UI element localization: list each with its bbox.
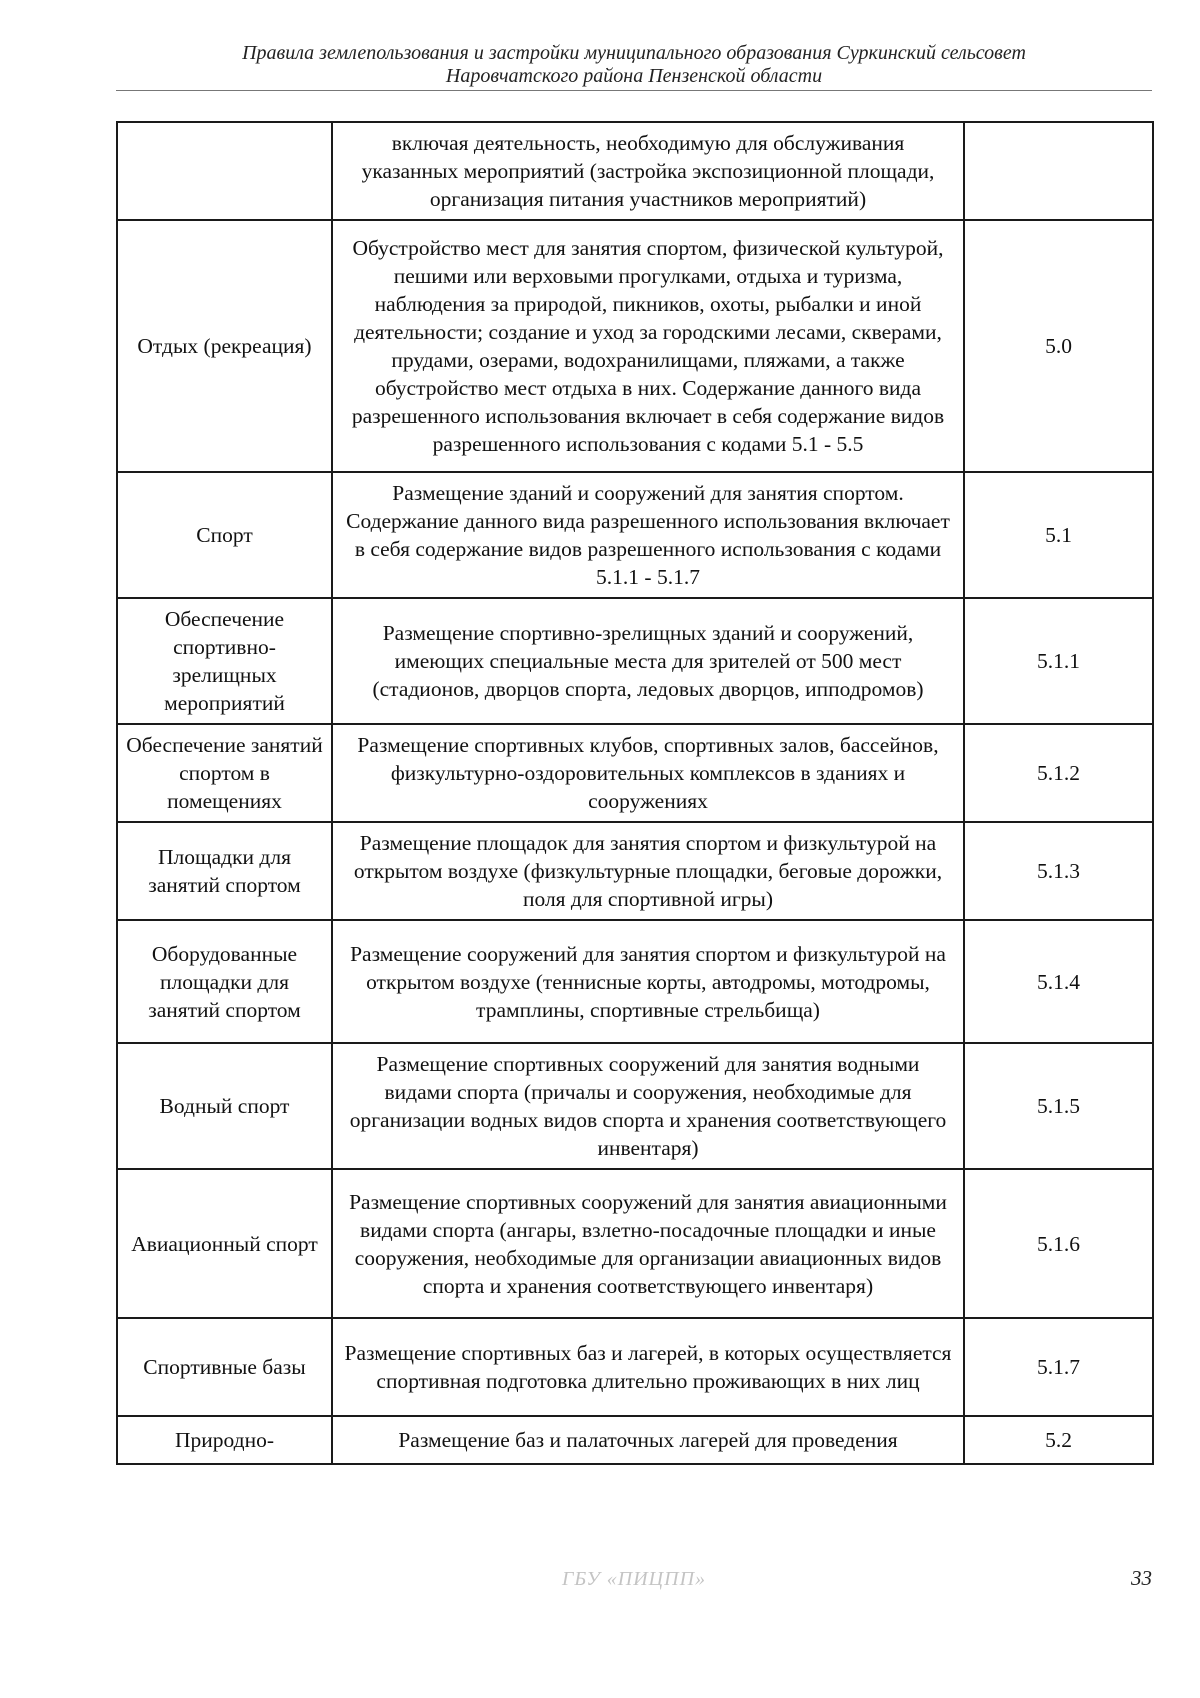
use-type-description-cell: Размещение спортивных баз и лагерей, в которых осуществляется спортивная подготовка длительно проживающих в них лиц: [332, 1318, 964, 1416]
use-type-name-cell: Авиационный спорт: [117, 1169, 332, 1318]
use-type-name-cell: Оборудованные площадки для занятий спортом: [117, 920, 332, 1043]
use-type-description-cell: Размещение спортивно-зрелищных зданий и сооружений, имеющих специальные места для зрителей от 500 мест (стадионов, дворцов спорта, ледовых дворцов, ипподромов): [332, 598, 964, 724]
use-type-description-cell: Размещение спортивных сооружений для занятия авиационными видами спорта (ангары, взлетно-посадочные площадки и иные сооружения, необходимые для организации авиационных видов спорта и хранения соответствующего инвентаря): [332, 1169, 964, 1318]
table-row: [117, 472, 1153, 598]
use-type-code-cell: [964, 122, 1153, 220]
table-row: [117, 724, 1153, 822]
use-type-name-cell: Площадки для занятий спортом: [117, 822, 332, 920]
table-row: [117, 598, 1153, 724]
table-row: [117, 220, 1153, 472]
use-type-name-cell: Отдых (рекреация): [117, 220, 332, 472]
use-type-description-cell: включая деятельность, необходимую для обслуживания указанных мероприятий (застройка экспозиционной площади, организация питания участников мероприятий): [332, 122, 964, 220]
use-type-name-cell: Обеспечение занятий спортом в помещениях: [117, 724, 332, 822]
table-row: [117, 122, 1153, 220]
use-type-description-cell: Размещение спортивных клубов, спортивных залов, бассейнов, физкультурно-оздоровительных комплексов в зданиях и сооружениях: [332, 724, 964, 822]
use-type-name-cell: Спорт: [117, 472, 332, 598]
use-type-description-cell: Размещение зданий и сооружений для занятия спортом. Содержание данного вида разрешенного использования включает в себя содержание видов разрешенного использования с кодами 5.1.1 - 5.1.7: [332, 472, 964, 598]
table-row: [117, 1318, 1153, 1416]
page-header: [116, 42, 1152, 88]
header-title-line1: Правила землепользования и застройки муниципального образования Суркинский сельсовет: [242, 42, 1026, 64]
use-type-code-cell: 5.1.4: [964, 920, 1153, 1043]
use-type-code-cell: 5.1.3: [964, 822, 1153, 920]
use-type-code-cell: 5.2: [964, 1416, 1153, 1464]
use-type-description-cell: Размещение баз и палаточных лагерей для проведения: [332, 1416, 964, 1464]
use-type-code-cell: 5.1.1: [964, 598, 1153, 724]
table-row: [117, 1416, 1153, 1464]
page-number: 33: [1131, 1566, 1152, 1590]
use-type-description-cell: Размещение сооружений для занятия спортом и физкультурой на открытом воздухе (теннисные корты, автодромы, мотодромы, трамплины, спортивные стрельбища): [332, 920, 964, 1043]
table-row: [117, 1043, 1153, 1169]
table-row: [117, 822, 1153, 920]
use-type-code-cell: 5.0: [964, 220, 1153, 472]
use-type-description-cell: Обустройство мест для занятия спортом, физической культурой, пешими или верховыми прогулками, отдыха и туризма, наблюдения за природой, пикников, охоты, рыбалки и иной деятельности; создание и уход за городскими лесами, скверами, прудами, озерами, водохранилищами, пляжами, а также обустройство мест отдыха в них. Содержание данного вида разрешенного использования включает в себя содержание видов разрешенного использования с кодами 5.1 - 5.5: [332, 220, 964, 472]
table-row: [117, 920, 1153, 1043]
use-type-name-cell: [117, 122, 332, 220]
use-type-code-cell: 5.1: [964, 472, 1153, 598]
use-type-name-cell: Водный спорт: [117, 1043, 332, 1169]
use-type-name-cell: Природно-: [117, 1416, 332, 1464]
use-type-code-cell: 5.1.6: [964, 1169, 1153, 1318]
use-type-code-cell: 5.1.2: [964, 724, 1153, 822]
use-type-description-cell: Размещение площадок для занятия спортом и физкультурой на открытом воздухе (физкультурные площадки, беговые дорожки, поля для спортивной игры): [332, 822, 964, 920]
header-divider: [116, 90, 1152, 91]
use-type-code-cell: 5.1.5: [964, 1043, 1153, 1169]
use-type-name-cell: Обеспечение спортивно-зрелищных мероприятий: [117, 598, 332, 724]
footer-organization: ГБУ «ПИЦПП»: [561, 1568, 707, 1590]
use-type-name-cell: Спортивные базы: [117, 1318, 332, 1416]
land-use-table: [116, 121, 1154, 1465]
use-type-description-cell: Размещение спортивных сооружений для занятия водными видами спорта (причалы и сооружения, необходимые для организации водных видов спорта и хранения соответствующего инвентаря): [332, 1043, 964, 1169]
header-title-line2: Наровчатского района Пензенской области: [445, 65, 823, 87]
table-row: [117, 1169, 1153, 1318]
use-type-code-cell: 5.1.7: [964, 1318, 1153, 1416]
